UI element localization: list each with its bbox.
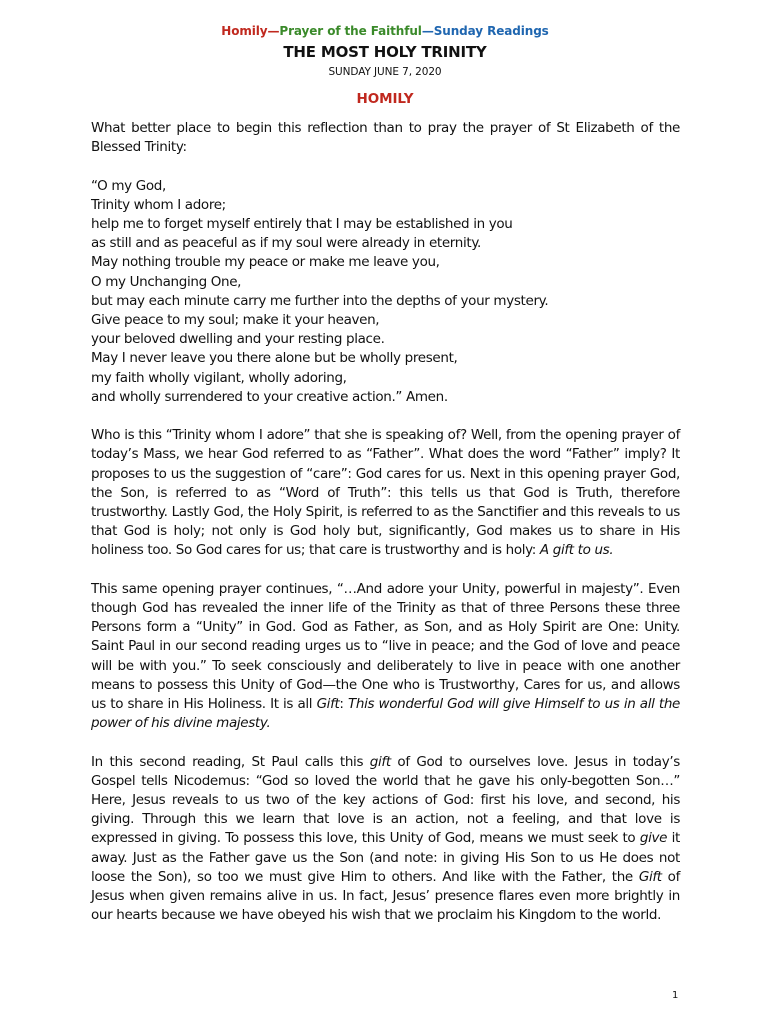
italic-phrase: This wonderful God will give Himself to us in all the power of his divine majesty. xyxy=(91,696,681,732)
prayer-line: O my Unchanging One, xyxy=(91,273,242,290)
paragraph-text: This same opening prayer continues, “…And adore your Unity, powerful in majesty”. Even though God has revealed the inner life of the Trinity as that of three Persons these three Persons form a “Unity” in God. God as Father, as Son, and as Holy Spirit are One: Unity. Saint Paul in our second reading urges us to “live in peace; and the God of love and peace will be with you.” To seek consciously and deliberately to live in peace with one another means to possess this Unity of God—the One who is Trustworthy, Cares for us, and allows us to share in His Holiness. It is all xyxy=(91,580,680,713)
prayer-line: but may each minute carry me further into the depths of your mystery. xyxy=(91,292,549,309)
paragraph-trinity xyxy=(91,426,680,560)
prayer-line: as still and as peaceful as if my soul were already in eternity. xyxy=(91,235,481,252)
paragraph-text: : xyxy=(339,696,348,713)
header-prayer-of-the-faithful: Prayer of the Faithful xyxy=(279,24,422,38)
italic-word: gift xyxy=(369,753,391,770)
intro-paragraph: What better place to begin this reflection than to pray the prayer of St Elizabeth of the Blessed Trinity: xyxy=(91,120,680,156)
paragraph-text: of God to ourselves love. Jesus in today’s Gospel tells Nicodemus: “God so loved the world that he gave his only-begotten Son…” Here, Jesus reveals to us two of the key actions of God: first his love, and second, his giving. Through this we learn that love is an action, not a feeling, and that love is expressed in giving. To possess this love, this Unity of God, means we must seek to xyxy=(91,753,680,847)
header-sunday-readings: Sunday Readings xyxy=(433,24,549,38)
paragraph-text: In this second reading, St Paul calls this xyxy=(91,753,370,770)
italic-phrase: A gift to us. xyxy=(539,542,614,559)
header-homily: Homily xyxy=(221,24,268,38)
prayer-line: May nothing trouble my peace or make me leave you, xyxy=(91,254,440,271)
paragraph-unity xyxy=(91,580,680,734)
italic-word: Gift xyxy=(316,696,340,713)
prayer-block xyxy=(91,177,680,407)
prayer-line: and wholly surrendered to your creative action.” Amen. xyxy=(91,388,448,405)
document-header xyxy=(0,24,770,38)
paragraph-text: of Jesus when given remains alive in us. In fact, Jesus’ presence flares even more brightly in our hearts because we have obeyed his wish that we proclaim his Kingdom to the world. xyxy=(91,868,680,924)
document-title: THE MOST HOLY TRINITY xyxy=(283,43,487,61)
paragraph-text: Who is this “Trinity whom I adore” that she is speaking of? Well, from the opening prayer of today’s Mass, we hear God referred to as “Father”. What does the word “Father” imply? It proposes to us the suggestion of “care”: God cares for us. Next in this opening prayer God, the Son, is referred to as “Word of Truth”: this tells us that God is Truth, therefore trustworthy. Lastly God, the Holy Spirit, is referred to as the Sanctifier and this reveals to us that God is holy; not only is God holy but, significantly, God makes us to share in His holiness too. So God cares for us; that care is trustworthy and is holy: xyxy=(91,427,680,559)
prayer-line: your beloved dwelling and your resting place. xyxy=(91,331,385,348)
prayer-line: May I never leave you there alone but be wholly present, xyxy=(91,350,458,367)
document-body xyxy=(91,119,680,945)
document-date: SUNDAY JUNE 7, 2020 xyxy=(328,66,442,78)
paragraph-text: it away. Just as the Father gave us the Son (and note: in giving His Son to us He does not loose the Son), so too we must give Him to others. And like with the Father, the xyxy=(91,830,680,885)
page-number: 1 xyxy=(672,990,679,1001)
italic-word: give xyxy=(639,830,668,847)
prayer-line: Give peace to my soul; make it your heaven, xyxy=(91,312,380,329)
prayer-line: Trinity whom I adore; xyxy=(91,196,226,213)
prayer-line: “O my God, xyxy=(91,177,166,194)
header-separator: — xyxy=(421,24,434,38)
header-separator: — xyxy=(267,24,280,38)
section-heading: HOMILY xyxy=(356,91,414,107)
italic-word: Gift xyxy=(638,868,662,885)
prayer-line: help me to forget myself entirely that I may be established in you xyxy=(91,216,513,232)
paragraph-love xyxy=(91,753,680,926)
prayer-line: my faith wholly vigilant, wholly adoring, xyxy=(91,369,347,386)
